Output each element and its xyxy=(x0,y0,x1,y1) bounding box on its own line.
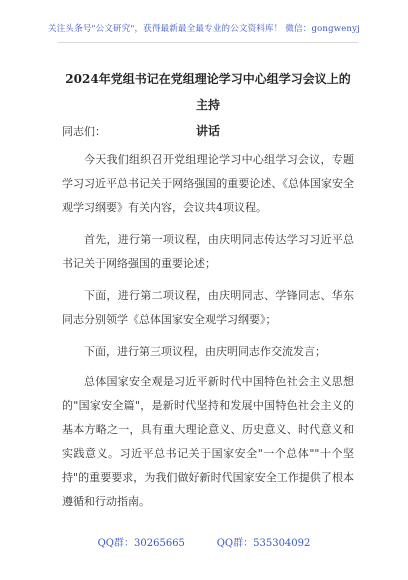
footer-qq1-number: 30265665 xyxy=(134,538,185,549)
footer-contact xyxy=(0,534,408,549)
paragraph-agenda-1: 首先，进行第一项议程，由庆明同志传达学习习近平总书记关于网络强国的重要论述； xyxy=(62,233,354,270)
document-title-line-1: 2024年党组书记在党组理论学习中心组学习会议上的主持 xyxy=(65,72,351,112)
footer-qq2-number: 535304092 xyxy=(253,538,311,549)
paragraph-national-security: 总体国家安全观是习近平新时代中国特色社会主义思想的"国家安全篇"，是新时代坚持和发展中国特色社会主义的基本方略之一，具有重大理论意义、历史意义、时代意义和实践意义。习近平总书记关于国家安全"一个总体""十个坚持"的重要要求，为我们做好新时代国家安全工作提供了根本遵循和行动指南。 xyxy=(62,375,354,508)
salutation: 同志们： xyxy=(62,125,106,138)
footer-qq1-label: QQ群： xyxy=(97,538,135,549)
footer-qq2-label: QQ群： xyxy=(216,538,254,549)
paragraph-intro: 今天我们组织召开党组理论学习中心组学习会议，专题学习习近平总书记关于网络强国的重要论述、《总体国家安全观学习纲要》有关内容，会议共4项议程。 xyxy=(62,153,354,214)
paragraph-agenda-2: 下面，进行第二项议程，由庆明同志、学锋同志、华东同志分别领学《总体国家安全观学习纲要》； xyxy=(62,289,354,326)
header-divider xyxy=(58,42,358,43)
document-title-line-2: 讲话 xyxy=(195,124,220,138)
header-banner: 关注头条号"公文研究"，获得最新最全最专业的公文资料库！ 微信：gongwenyj xyxy=(48,24,360,34)
paragraph-agenda-3: 下面，进行第三项议程，由庆明同志作交流发言； xyxy=(84,345,326,358)
